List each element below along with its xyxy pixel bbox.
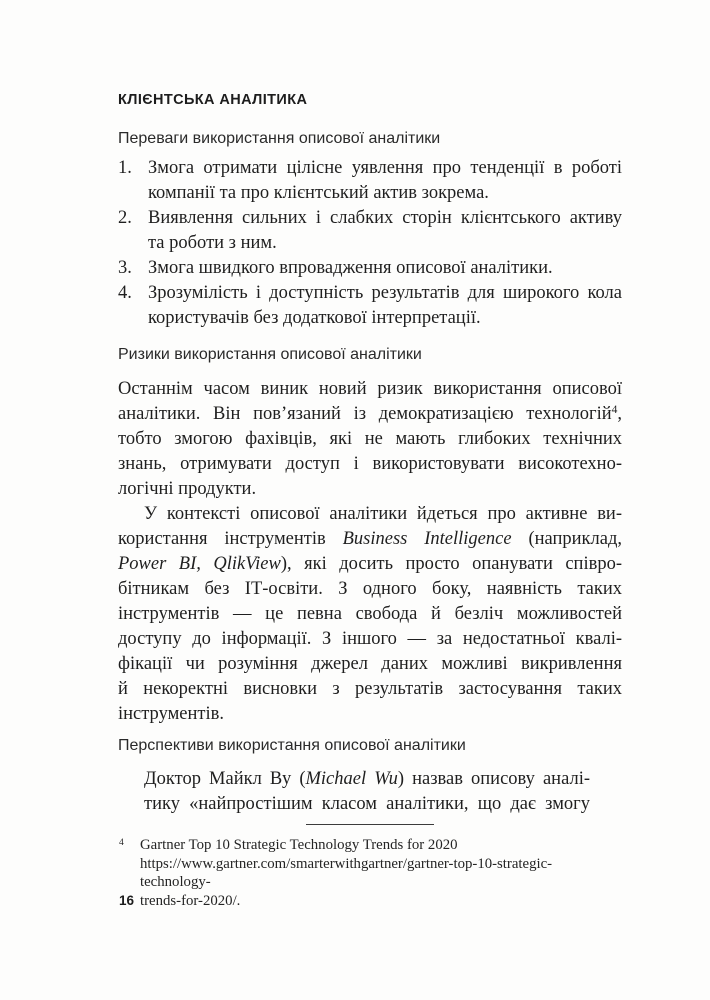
text-line: користання інструментів Business Intelligence (наприклад, (118, 529, 622, 549)
footnote-number: 4 (119, 838, 124, 848)
text-line: Зрозумілість і доступність результатів для широкого кола (148, 283, 622, 303)
text-line: тику «найпростішим класом аналітики, що дає змогу (144, 794, 590, 814)
italic-term: Business Intelligence (342, 529, 512, 549)
quote-paragraph (144, 767, 590, 817)
running-header: КЛІЄНТСЬКА АНАЛІТИКА (118, 92, 308, 108)
footnote-divider (306, 824, 434, 825)
text-line: Виявлення сильних і слабких сторін клієнтського активу (148, 208, 622, 228)
list-item-number: 3. (118, 258, 132, 278)
footnote-line: Gartner Top 10 Strategic Technology Trends for 2020 (140, 837, 458, 853)
footnote (118, 836, 622, 910)
page-number: 16 (119, 893, 135, 908)
text-line: фікації чи розуміння джерел даних можливі викривлення (118, 654, 622, 674)
footnote-line: https://www.gartner.com/smarterwithgartner/gartner-top-10-strategic-technology- (140, 855, 553, 890)
text-line: компанії та про клієнтський актив зокрема. (148, 183, 489, 203)
list-item-number: 1. (118, 158, 132, 178)
italic-term: Michael Wu (305, 769, 398, 789)
text-line: Power BI, QlikView), які досить просто опанувати співро- (118, 554, 622, 574)
text-line: Останнім часом виник новий ризик використання описової (118, 379, 622, 399)
text-line: Змога отримати цілісне уявлення про тенденції в роботі (148, 158, 622, 178)
text-line: аналітики. Він пов’язаний із демократизацією технологій$^4$, (118, 404, 622, 424)
list-item (118, 256, 622, 281)
list-item-number: 2. (118, 208, 132, 228)
section-heading-risks: Ризики використання описової аналітики (118, 346, 422, 363)
text-line: інструментів. (118, 704, 224, 724)
text-line: У контексті описової аналітики йдеться про активне ви- (144, 504, 622, 524)
risks-paragraph-1 (118, 377, 622, 502)
page-content (118, 92, 622, 910)
text-line: інструментів — це певна свобода й безліч можливостей (118, 604, 622, 624)
risks-paragraph-2 (118, 502, 622, 727)
footnote-reference: 4 (611, 404, 618, 416)
list-item-number: 4. (118, 283, 132, 303)
text-line: доступу до інформації. З іншого — за недостатньої квалі- (118, 629, 622, 649)
text-line: Змога швидкого впровадження описової аналітики. (148, 258, 553, 278)
text-line: Доктор Майкл Ву (Michael Wu) назвав описову аналі- (144, 769, 590, 789)
section-heading-prospects: Перспективи використання описової аналітики (118, 737, 466, 754)
text-line: тобто змогою фахівців, які не мають глибоких технічних (118, 429, 622, 449)
italic-term: Power BI, QlikView (118, 554, 281, 574)
advantages-list (118, 156, 622, 331)
text-line: й некоректні висновки з результатів застосування таких (118, 679, 622, 699)
footnote-line: trends-for-2020/. (140, 892, 241, 909)
text-line: логічні продукти. (118, 479, 257, 499)
text-line: знань, отримувати доступ і використовувати високотехно- (118, 454, 622, 474)
list-item (118, 156, 622, 206)
section-heading-advantages: Переваги використання описової аналітики (118, 130, 441, 147)
text-line: та роботи з ним. (148, 233, 277, 253)
text-line: користувачів без додаткової інтерпретації. (148, 308, 481, 328)
list-item (118, 281, 622, 331)
text-line: бітникам без ІТ-освіти. З одного боку, наявність таких (118, 579, 622, 599)
list-item (118, 206, 622, 256)
